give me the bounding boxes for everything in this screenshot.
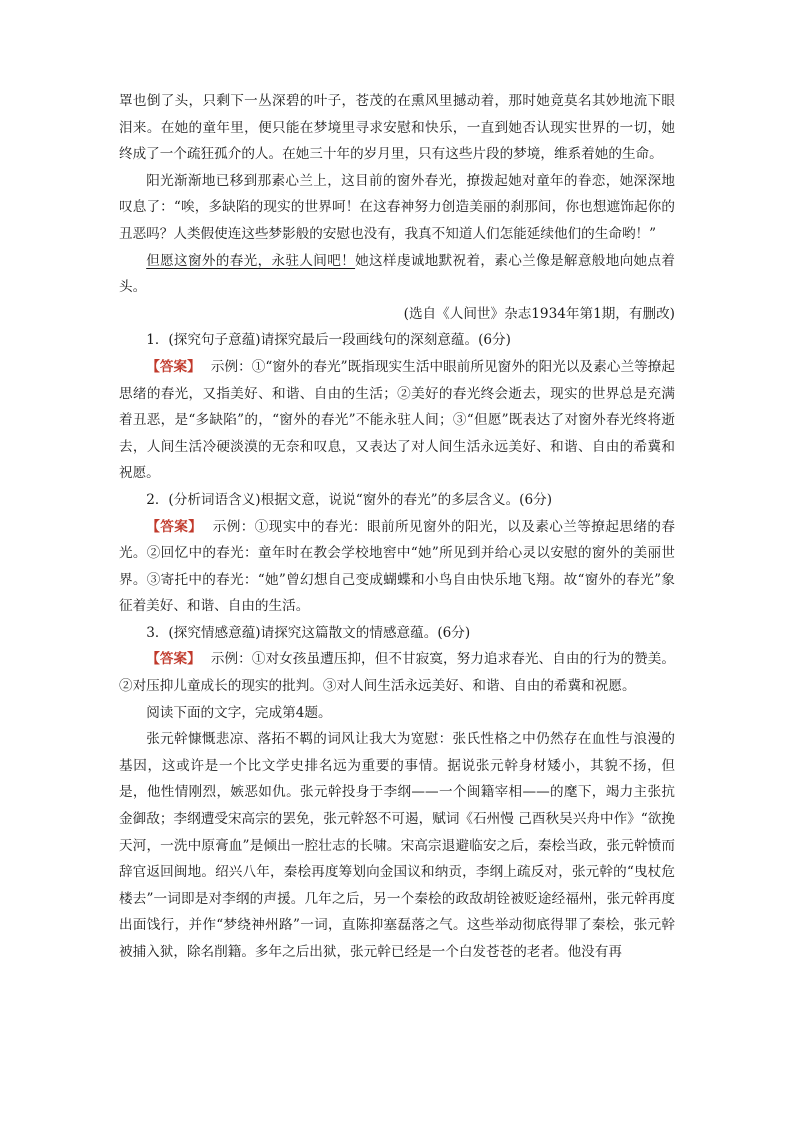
reading-intro: 阅读下面的文字，完成第4题。 (146, 704, 332, 721)
answer-tag: 【答案】 (146, 358, 201, 375)
story-paragraph-3 (119, 248, 675, 301)
story-paragraph-3-rest: 她这样虔诚地默祝着，素心兰像是解意般地向她点着头。 (119, 252, 676, 296)
source-citation: (选自《人间世》杂志1934年第1期，有删改) (403, 305, 675, 322)
answer-2-text: 示例：①现实中的春光：眼前所见窗外的阳光，以及素心兰等撩起思绪的春光。②回忆中的春光：童年时在教会学校地窖中“她”所见到并给心灵以安慰的窗外的美丽世界。③寄托中的春光：“她”曾幻想自己变成蝴蝶和小鸟自由快乐地飞翔。故“窗外的春光”象征着美好、和谐、自由的生活。 (119, 518, 676, 615)
answer-tag: 【答案】 (146, 651, 201, 668)
document-page (119, 88, 675, 966)
question-3: 3．(探究情感意蕴)请探究这篇散文的情感意蕴。(6分) (146, 624, 471, 641)
answer-3-text: 示例：①对女孩虽遭压抑，但不甘寂寞，努力追求春光、自由的行为的赞美。②对压抑儿童成长的现实的批判。③对人间生活永远美好、和谐、自由的希冀和祝愿。 (119, 651, 676, 695)
passage-2: 张元幹慷慨悲凉、落拓不羁的词风让我大为宽慰：张氏性格之中仍然存在血性与浪漫的基因，这或许是一个比文学史排名远为重要的事情。据说张元幹身材矮小，其貌不扬，但是，他性情刚烈，嫉恶如仇。张元幹投身于李纲——一个闽籍宰相——的麾下，竭力主张抗金御敌；李纲遭受宋高宗的罢免，张元幹怒不可遏，赋词《石州慢 己酉秋吴兴舟中作》“欲挽天河，一洗中原膏血”是倾出一腔壮志的长啸。宋高宗退避临安之后，秦桧当政，张元幹愤而辞官返回闽地。绍兴八年，秦桧再度筹划向金国议和纳贡，李纲上疏反对，张元幹的“曳杖危楼去”一词即是对李纲的声援。几年之后，另一个秦桧的政敌胡铨被贬途经福州，张元幹再度出面饯行，并作“梦绕神州路”一词，直陈抑塞磊落之气。这些举动彻底得罪了秦桧，张元幹被捕入狱，除名削籍。多年之后出狱，张元幹已经是一个白发苍苍的老者。他没有再 (119, 731, 675, 960)
answer-1 (119, 354, 675, 487)
question-2: 2．(分析词语含义)根据文意，说说“窗外的春光”的多层含义。(6分) (146, 491, 553, 508)
answer-1-text: 示例：①“窗外的春光”既指现实生活中眼前所见窗外的阳光以及素心兰等撩起思绪的春光，又指美好、和谐、自由的生活；②美好的春光终会逝去，现实的世界总是充满着丑恶，是“多缺陷”的，“窗外的春光”不能永驻人间；③“但愿”既表达了对窗外春光终将逝去，人间生活冷硬淡漠的无奈和叹息，又表达了对人间生活永远美好、和谐、自由的希冀和祝愿。 (119, 358, 675, 482)
story-paragraph-2: 阳光渐渐地已移到那素心兰上，这目前的窗外春光，撩拨起她对童年的眷恋，她深深地叹息了：“唉，多缺陷的现实的世界呵！在这春神努力创造美丽的刹那间，你也想遮饰起你的丑恶吗？人类假使连这些梦影般的安慰也没有，我真不知道人们怎能延续他们的生命哟！” (119, 172, 675, 242)
underlined-sentence: 但愿这窗外的春光，永驻人间吧！ (146, 252, 356, 269)
answer-2 (119, 514, 675, 620)
answer-3 (119, 646, 675, 699)
question-1: 1．(探究句子意蕴)请探究最后一段画线句的深刻意蕴。(6分) (146, 332, 511, 349)
answer-tag: 【答案】 (146, 518, 203, 535)
story-paragraph-1-continued: 罩也倒了头，只剩下一丛深碧的叶子，苍茂的在熏风里撼动着，那时她竟莫名其妙地流下眼泪来。在她的童年里，便只能在梦境里寻求安慰和快乐，一直到她否认现实世界的一切，她终成了一个疏狂孤介的人。在她三十年的岁月里，只有这些片段的梦境，维系着她的生命。 (119, 93, 675, 163)
